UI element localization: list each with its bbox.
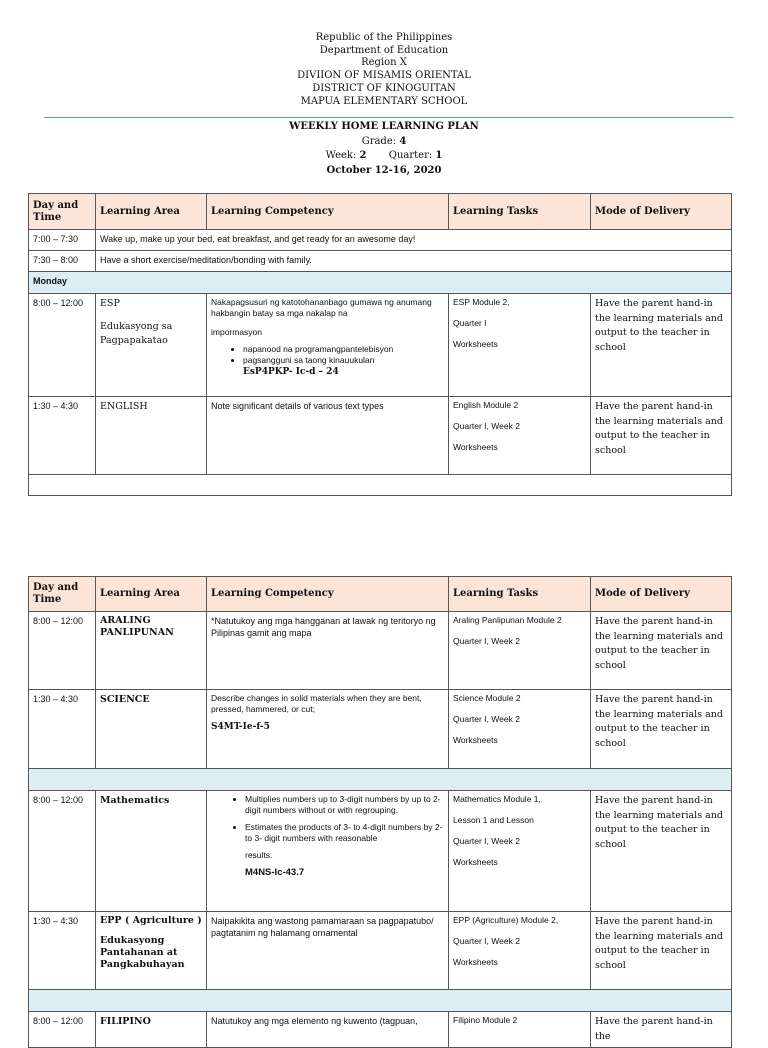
week-line xyxy=(0,149,768,164)
task-line: Quarter I xyxy=(453,318,487,328)
list-item: • Estimates the products of 3- to 4-digit numbers by 2- to 3- digit numbers with reasonable xyxy=(245,822,444,844)
task-line: EPP (Agriculture) Module 2, xyxy=(453,915,559,925)
tasks-cell xyxy=(449,294,591,397)
time-cell: 1:30 – 4:30 xyxy=(29,690,96,769)
competency-cell: Natutukoy ang mga elemento ng kuwento (tagpuan, xyxy=(207,1012,449,1048)
competency-cell: Note significant details of various text types xyxy=(207,397,449,475)
task-line: Lesson 1 and Lesson xyxy=(453,815,534,825)
table-row xyxy=(29,397,732,475)
table-header-row xyxy=(29,577,732,612)
column-header: Learning Area xyxy=(96,194,207,230)
plan-table-2 xyxy=(28,576,732,1048)
delivery-cell: Have the parent hand-in the learning materials and output to the teacher in school xyxy=(591,791,732,912)
column-header: Learning Competency xyxy=(207,577,449,612)
column-header: Learning Tasks xyxy=(449,577,591,612)
task-line: Araling Panlipunan Module 2 xyxy=(453,615,562,625)
list-item: • Multiplies numbers up to 3-digit numbers by up to 2-digit numbers without or with regrouping. xyxy=(245,794,444,816)
area-name: EPP ( Agriculture ) xyxy=(100,915,202,926)
band-cell xyxy=(29,990,732,1012)
grade-label: Grade: xyxy=(361,135,397,147)
column-header: Mode of Delivery xyxy=(591,194,732,230)
competency-code: M4NS-Ic-43.7 xyxy=(245,867,305,878)
table-header-row xyxy=(29,194,732,230)
quarter-value: 1 xyxy=(435,150,443,161)
list-item: • pagsangguni sa taong kinauukulan xyxy=(243,355,444,366)
tasks-cell xyxy=(449,912,591,990)
plan-dates: October 12-16, 2020 xyxy=(326,164,442,176)
area-cell: Mathematics xyxy=(96,791,207,912)
table-row xyxy=(29,791,732,912)
quarter-label: Quarter: xyxy=(388,150,433,161)
tasks-cell xyxy=(449,791,591,912)
task-line: English Module 2 xyxy=(453,400,519,410)
delivery-cell: Have the parent hand-in the learning materials and output to the teacher in school xyxy=(591,294,732,397)
area-name: ESP xyxy=(100,298,120,309)
task-line: Science Module 2 xyxy=(453,693,521,703)
competency-cell xyxy=(207,791,449,912)
table-row xyxy=(29,230,732,251)
delivery-cell: Have the parent hand-in the learning materials and output to the teacher in school xyxy=(591,912,732,990)
time-cell: 1:30 – 4:30 xyxy=(29,912,96,990)
task-line: Filipino Module 2 xyxy=(453,1015,518,1025)
task-line: Quarter I, Week 2 xyxy=(453,714,520,724)
competency-cell xyxy=(207,294,449,397)
column-header: Learning Area xyxy=(96,577,207,612)
tasks-cell xyxy=(449,612,591,690)
letterhead-line: DISTRICT OF KINOGUITAN xyxy=(312,82,456,94)
competency-text-cont: impormasyon xyxy=(211,327,263,337)
header-divider xyxy=(44,117,734,118)
letterhead-line: Department of Education xyxy=(319,44,449,56)
week-label: Week: xyxy=(325,150,357,161)
competency-list xyxy=(211,344,444,366)
time-cell: 8:00 – 12:00 xyxy=(29,612,96,690)
week-value: 2 xyxy=(359,150,367,161)
time-cell: 8:00 – 12:00 xyxy=(29,791,96,912)
task-line: Mathematics Module 1, xyxy=(453,794,541,804)
task-line: Quarter I, Week 2 xyxy=(453,421,520,431)
task-line: Worksheets xyxy=(453,735,498,745)
area-cell: SCIENCE xyxy=(96,690,207,769)
time-cell: 1:30 – 4:30 xyxy=(29,397,96,475)
time-cell: 8:00 – 12:00 xyxy=(29,1012,96,1048)
band-row xyxy=(29,769,732,791)
column-header: Day and Time xyxy=(29,194,96,230)
tasks-cell xyxy=(449,397,591,475)
column-header: Learning Tasks xyxy=(449,194,591,230)
plan-title: WEEKLY HOME LEARNING PLAN xyxy=(289,121,479,132)
plan-table-1 xyxy=(28,193,732,496)
task-line: Worksheets xyxy=(453,857,498,867)
band-cell xyxy=(29,769,732,791)
area-cell: ARALING PANLIPUNAN xyxy=(96,612,207,690)
day-row xyxy=(29,272,732,294)
time-cell: 8:00 – 12:00 xyxy=(29,294,96,397)
empty-cell xyxy=(29,475,732,496)
table-row xyxy=(29,294,732,397)
empty-row xyxy=(29,475,732,496)
task-line: Worksheets xyxy=(453,339,498,349)
competency-text: Nakapagsusuri ng katotohananbago gumawa ng anumang hakbangin batay sa mga nakalap na xyxy=(211,297,432,318)
letterhead-line: Republic of the Philippines xyxy=(315,32,453,43)
time-cell: 7:00 – 7:30 xyxy=(29,230,96,251)
tasks-cell xyxy=(449,1012,591,1048)
competency-text: Describe changes in solid materials when they are bent, pressed, hammered, or cut; xyxy=(211,693,422,714)
table-row xyxy=(29,912,732,990)
letterhead-line: MAPUA ELEMENTARY SCHOOL xyxy=(300,95,468,107)
competency-code: EsP4PKP- Ic-d – 24 xyxy=(243,367,339,377)
column-header: Day and Time xyxy=(29,577,96,612)
time-cell: 7:30 – 8:00 xyxy=(29,251,96,272)
competency-text-cont: results. xyxy=(245,850,273,860)
letterhead xyxy=(0,32,768,108)
day-label: Monday xyxy=(29,272,732,294)
column-header: Mode of Delivery xyxy=(591,577,732,612)
area-cell: FILIPINO xyxy=(96,1012,207,1048)
delivery-cell: Have the parent hand-in the learning materials and output to the teacher in school xyxy=(591,612,732,690)
competency-list xyxy=(211,794,444,844)
table-row xyxy=(29,690,732,769)
letterhead-line: Region X xyxy=(361,57,407,69)
delivery-cell: Have the parent hand-in the learning materials and output to the teacher in school xyxy=(591,397,732,475)
task-line: Worksheets xyxy=(453,957,498,967)
competency-cell: Naipakikita ang wastong pamamaraan sa pagpapatubo/ pagtatanim ng halamang ornamental xyxy=(207,912,449,990)
area-full-name: Edukasyong Pantahanan at Pangkabuhayan xyxy=(100,935,185,970)
grade-value: 4 xyxy=(399,135,407,147)
tasks-cell xyxy=(449,690,591,769)
grade-line xyxy=(0,135,768,150)
area-cell xyxy=(96,294,207,397)
plan-title-block xyxy=(0,120,768,178)
band-row xyxy=(29,990,732,1012)
competency-cell: *Natutukoy ang mga hangganan at lawak ng teritoryo ng Pilipinas gamit ang mapa xyxy=(207,612,449,690)
list-item: • napanood na programangpantelebisyon xyxy=(243,344,444,355)
table-row xyxy=(29,1012,732,1048)
task-line: Quarter I, Week 2 xyxy=(453,636,520,646)
delivery-cell: Have the parent hand-in the learning materials and output to the teacher in school xyxy=(591,690,732,769)
competency-code: S4MT-Ie-f-5 xyxy=(211,722,270,732)
letterhead-line: DIVIION OF MISAMIS ORIENTAL xyxy=(297,70,471,82)
task-line: Worksheets xyxy=(453,442,498,452)
table-row xyxy=(29,612,732,690)
area-cell xyxy=(96,912,207,990)
table-row xyxy=(29,251,732,272)
task-line: Quarter I, Week 2 xyxy=(453,936,520,946)
area-full-name: Edukasyong sa Pagpapakatao xyxy=(100,320,173,346)
task-line: Quarter I, Week 2 xyxy=(453,836,520,846)
routine-cell: Wake up, make up your bed, eat breakfast, and get ready for an awesome day! xyxy=(96,230,732,251)
column-header: Learning Competency xyxy=(207,194,449,230)
delivery-cell: Have the parent hand-in the xyxy=(591,1012,732,1048)
competency-cell xyxy=(207,690,449,769)
area-cell: ENGLISH xyxy=(96,397,207,475)
routine-cell: Have a short exercise/meditation/bonding with family. xyxy=(96,251,732,272)
task-line: ESP Module 2, xyxy=(453,297,510,307)
